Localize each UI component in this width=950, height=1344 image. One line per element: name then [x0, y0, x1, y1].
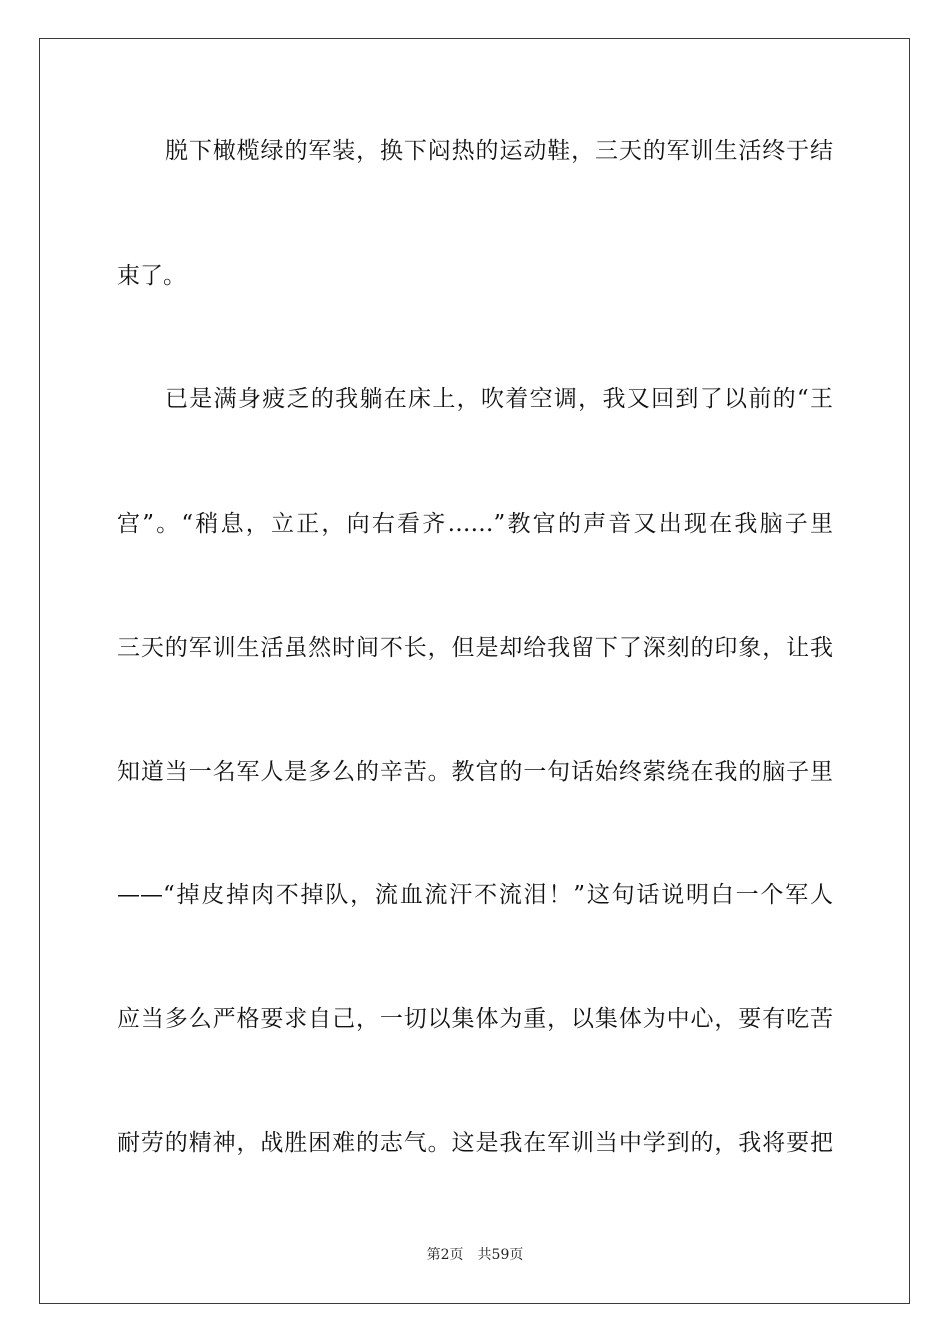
paragraph-line: 脱下橄榄绿的军装，换下闷热的运动鞋，三天的军训生活终于结 — [165, 138, 833, 164]
paragraph-line: 知道当一名军人是多么的辛苦。教官的一句话始终萦绕在我的脑子里 — [117, 759, 833, 785]
page-total: 共59页 — [477, 1247, 524, 1263]
page-number: 第2页 — [426, 1247, 464, 1263]
paragraph-line: 已是满身疲乏的我躺在床上，吹着空调，我又回到了以前的“王 — [165, 386, 833, 412]
page-border — [39, 38, 910, 1304]
paragraph-line: 宫”。“稍息，立正，向右看齐……”教官的声音又出现在我脑子里 — [117, 511, 833, 537]
paragraph-line: 耐劳的精神，战胜困难的志气。这是我在军训当中学到的，我将要把 — [117, 1130, 833, 1156]
paragraph-line: 应当多么严格要求自己，一切以集体为重，以集体为中心，要有吃苦 — [117, 1006, 833, 1032]
paragraph-line: ——“掉皮掉肉不掉队，流血流汗不流泪！”这句话说明白一个军人 — [117, 882, 833, 908]
paragraph-line: 束了。 — [117, 263, 186, 289]
page-footer — [0, 1246, 950, 1264]
paragraph-line: 三天的军训生活虽然时间不长，但是却给我留下了深刻的印象，让我 — [117, 635, 833, 661]
